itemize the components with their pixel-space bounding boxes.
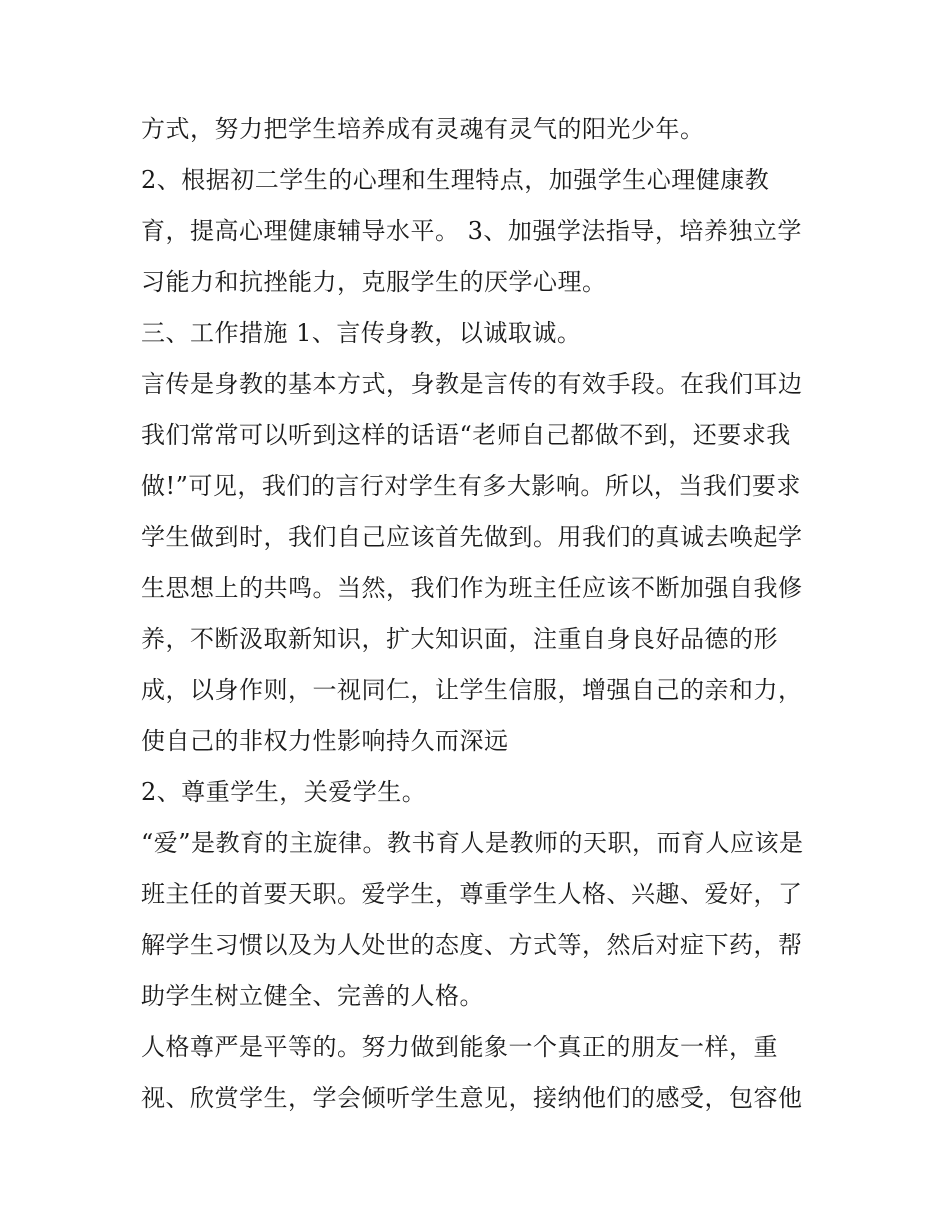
text-line-11: 养，不断汲取新知识，扩大知识面，注重自身良好品德的形 [141,625,778,653]
text-line-7: 我们常常可以听到这样的话语“老师自己都做不到，还要求我 [141,421,791,449]
text-line-4: 习能力和抗挫能力，克服学生的厌学心理。 [141,268,607,296]
text-line-8: 做!”可见，我们的言行对学生有多大影响。所以，当我们要求 [141,472,801,500]
text-line-6: 言传是身教的基本方式，身教是言传的有效手段。在我们耳边 [141,370,803,398]
text-line-1: 方式，努力把学生培养成有灵魂有灵气的阳光少年。 [141,115,705,143]
body-text [141,104,841,1124]
text-line-10: 生思想上的共鸣。当然，我们作为班主任应该不断加强自我修 [141,574,803,602]
section-heading-line: 三、工作措施 1、言传身教，以诚取诚。 [141,319,582,347]
subheading-line: 2、尊重学生，关爱学生。 [141,778,427,806]
text-line-17: 解学生习惯以及为人处世的态度、方式等，然后对症下药，帮 [141,931,803,959]
text-line-15: “爱”是教育的主旋律。教书育人是教师的天职，而育人应该是 [141,829,804,857]
text-line-12: 成，以身作则，一视同仁，让学生信服，增强自己的亲和力， [141,676,803,704]
text-line-13: 使自己的非权力性影响持久而深远 [141,727,509,755]
text-line-16: 班主任的首要天职。爱学生，尊重学生人格、兴趣、爱好，了 [141,880,803,908]
text-line-19: 人格尊严是平等的。努力做到能象一个真正的朋友一样，重 [141,1033,778,1061]
text-line-18: 助学生树立健全、完善的人格。 [141,982,484,1010]
text-line-2: 2、根据初二学生的心理和生理特点，加强学生心理健康教 [141,166,770,194]
text-line-3: 育，提高心理健康辅导水平。 3、加强学法指导，培养独立学 [141,217,802,245]
text-line-20: 视、欣赏学生，学会倾听学生意见，接纳他们的感受，包容他 [141,1084,803,1112]
text-line-9: 学生做到时，我们自己应该首先做到。用我们的真诚去唤起学 [141,523,803,551]
